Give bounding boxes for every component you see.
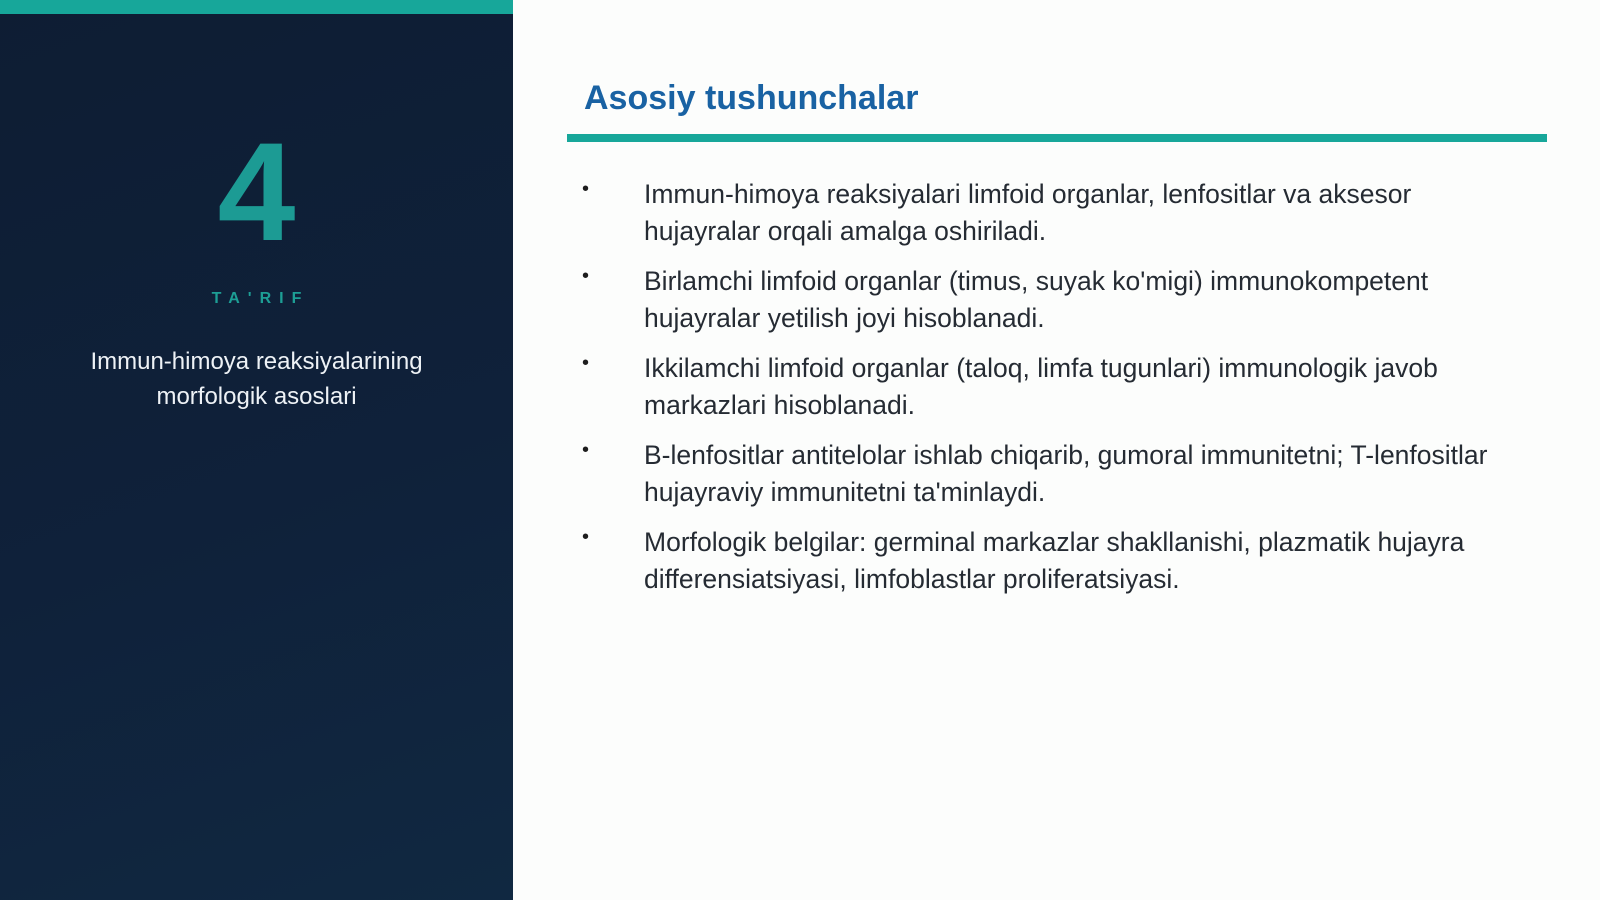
slide-number: 4 xyxy=(217,113,296,270)
bullet-dot-icon: • xyxy=(582,439,590,461)
bullet-text: B-lenfositlar antitelolar ishlab chiqarib, gumoral immunitetni; T-lenfositlar hujayraviy immunitetni ta'minlaydi. xyxy=(644,440,1488,507)
title-underline xyxy=(567,134,1547,142)
page-title: Asosiy tushunchalar xyxy=(584,79,919,117)
section-label: TA'RIF xyxy=(211,290,310,307)
bullet-dot-icon: • xyxy=(582,526,590,548)
list-item xyxy=(582,176,1522,250)
bullet-dot-icon: • xyxy=(582,265,590,287)
list-item xyxy=(582,350,1522,424)
left-panel xyxy=(0,0,513,900)
bullet-text: Morfologik belgilar: germinal markazlar shakllanishi, plazmatik hujayra differensiatsiyasi, limfoblastlar proliferatsiyasi. xyxy=(644,527,1465,594)
left-subtitle: Immun-himoya reaksiyalarining morfologik asoslari xyxy=(90,348,423,410)
bullet-text: Birlamchi limfoid organlar (timus, suyak ko'migi) immunokompetent hujayralar yetilish joyi hisoblanadi. xyxy=(644,266,1429,333)
bullet-dot-icon: • xyxy=(582,352,590,374)
bullet-text: Ikkilamchi limfoid organlar (taloq, limfa tugunlari) immunologik javob markazlari hisoblanadi. xyxy=(644,353,1438,420)
list-item xyxy=(582,263,1522,337)
bullet-dot-icon: • xyxy=(582,178,590,200)
left-accent-bar xyxy=(0,0,513,14)
list-item xyxy=(582,524,1522,598)
bullet-text: Immun-himoya reaksiyalari limfoid organlar, lenfositlar va aksesor hujayralar orqali amalga oshiriladi. xyxy=(644,179,1412,246)
bullet-list xyxy=(582,176,1522,611)
list-item xyxy=(582,437,1522,511)
